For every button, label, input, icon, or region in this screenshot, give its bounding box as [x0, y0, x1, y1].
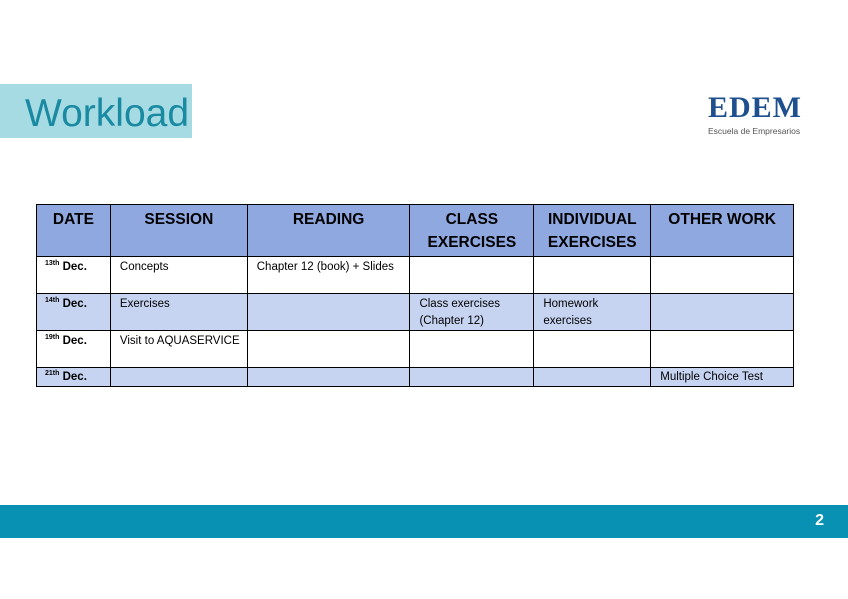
date-cell: [37, 331, 111, 368]
table-row: [37, 294, 794, 331]
date-day: 14th: [45, 297, 60, 304]
table-header-row: [37, 205, 794, 257]
session-cell: [110, 368, 247, 387]
table-row: [37, 331, 794, 368]
reading-cell: [247, 331, 410, 368]
date-day: 19th: [45, 334, 60, 341]
individual-exercises-cell: [534, 331, 651, 368]
header-session: SESSION: [110, 205, 247, 257]
workload-table: [36, 204, 794, 387]
header-individual-exercises: INDIVIDUAL EXERCISES: [534, 205, 651, 257]
class-exercises-cell: [410, 257, 534, 294]
date-cell: [37, 294, 111, 331]
footer-bar: [0, 505, 848, 538]
other-work-cell: [651, 331, 794, 368]
other-work-cell: [651, 294, 794, 331]
slide-title: Workload: [25, 92, 190, 135]
reading-cell: [247, 368, 410, 387]
individual-exercises-cell: Homework exercises: [534, 294, 651, 331]
header-other-work: OTHER WORK: [651, 205, 794, 257]
header-class-exercises: CLASS EXERCISES: [410, 205, 534, 257]
individual-exercises-cell: [534, 368, 651, 387]
class-exercises-cell: Class exercises (Chapter 12): [410, 294, 534, 331]
class-exercises-cell: [410, 331, 534, 368]
date-cell: [37, 257, 111, 294]
reading-cell: [247, 294, 410, 331]
individual-exercises-cell: [534, 257, 651, 294]
logo-name: EDEM: [708, 91, 802, 124]
date-month: Dec.: [62, 335, 87, 347]
date-month: Dec.: [62, 371, 87, 383]
session-cell: Visit to AQUASERVICE: [110, 331, 247, 368]
date-cell: [37, 368, 111, 387]
date-month: Dec.: [62, 261, 87, 273]
table-row: [37, 257, 794, 294]
edem-logo: [708, 92, 820, 136]
table-row: [37, 368, 794, 387]
logo-tagline: Escuela de Empresarios: [708, 126, 801, 136]
date-month: Dec.: [62, 298, 87, 310]
header-date: DATE: [37, 205, 111, 257]
other-work-cell: Multiple Choice Test: [651, 368, 794, 387]
class-exercises-cell: [410, 368, 534, 387]
date-day: 21th: [45, 370, 60, 377]
header-reading: READING: [247, 205, 410, 257]
page-number: 2: [815, 512, 824, 529]
session-cell: Exercises: [110, 294, 247, 331]
other-work-cell: [651, 257, 794, 294]
reading-cell: Chapter 12 (book) + Slides: [247, 257, 410, 294]
date-day: 13th: [45, 260, 60, 267]
session-cell: Concepts: [110, 257, 247, 294]
